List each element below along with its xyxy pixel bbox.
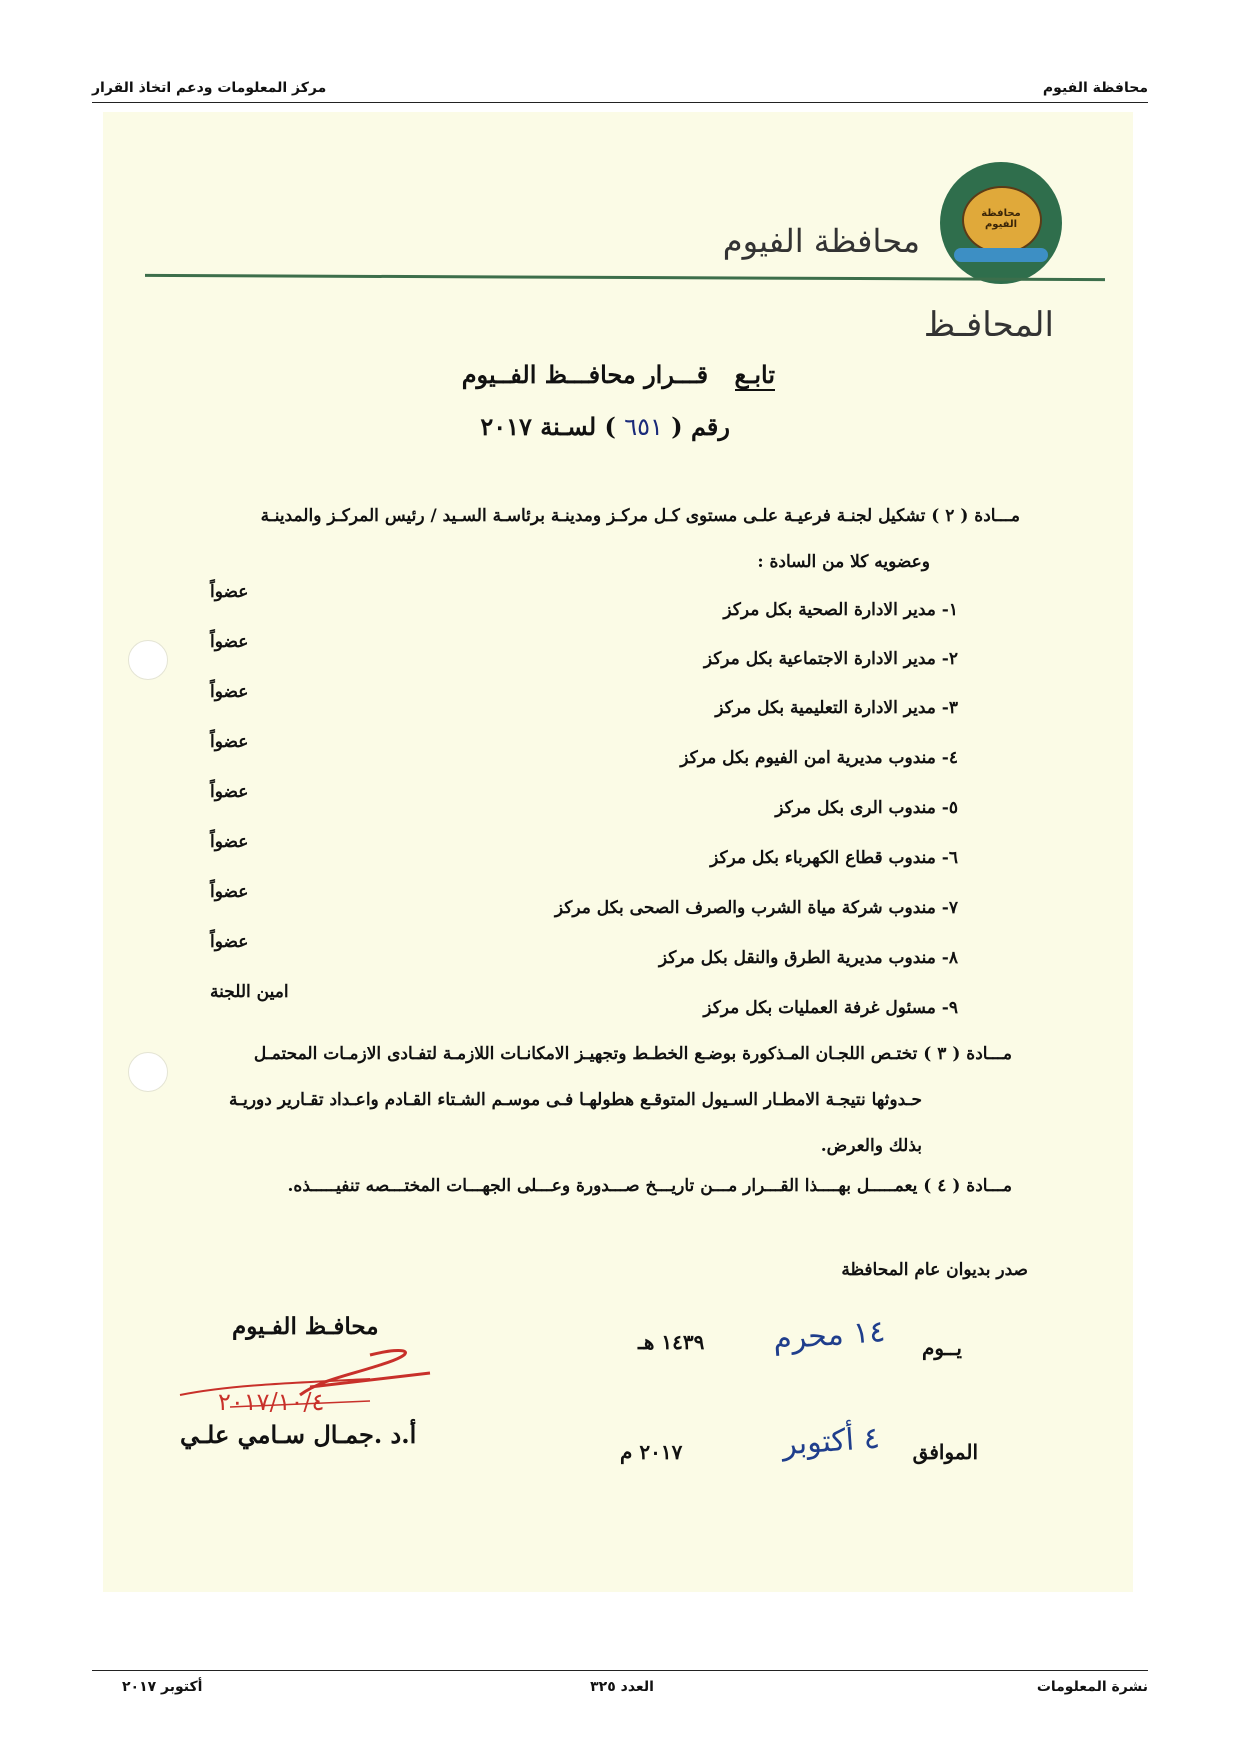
member-role-1: عضواً — [210, 582, 249, 602]
member-role-9: امين اللجنة — [210, 982, 289, 1002]
member-item-5: ٥- مندوب الرى بكل مركز — [775, 798, 958, 818]
governorate-seal-logo — [940, 162, 1062, 284]
member-role-3: عضواً — [210, 682, 249, 702]
hijri-year: ١٤٣٩ هـ — [638, 1330, 705, 1354]
member-item-4: ٤- مندوب مديرية امن الفيوم بكل مركز — [680, 748, 958, 768]
punch-hole-top — [128, 640, 168, 680]
member-item-9: ٩- مسئول غرفة العمليات بكل مركز — [703, 998, 958, 1018]
article-2-line-1: مـــادة ( ٢ ) تشكيل لجنـة فرعيـة علـى مستوى كـل مركـز ومدينـة برئاسـة السـيد / رئيس المركـز والمدينـة — [260, 506, 1020, 526]
decision-year-label: ) لسـنة ٢٠١٧ — [480, 412, 616, 441]
page-footer — [92, 1670, 1148, 1699]
member-role-6: عضواً — [210, 832, 249, 852]
member-item-7: ٧- مندوب شركة مياة الشرب والصرف الصحى بكل مركز — [554, 898, 958, 918]
hijri-date-handwritten: ١٤ محرم — [771, 1314, 887, 1357]
member-role-5: عضواً — [210, 782, 249, 802]
member-role-8: عضواً — [210, 932, 249, 952]
member-role-2: عضواً — [210, 632, 249, 652]
issued-at: صدر بديوان عام المحافظة — [841, 1260, 1028, 1280]
footer-date: أكتوبر ٢٠١٧ — [122, 1679, 203, 1695]
member-item-3: ٣- مدير الادارة التعليمية بكل مركز — [715, 698, 958, 718]
decision-number-label: رقم ( — [671, 412, 730, 441]
seal-text: محافظة الفيوم — [981, 208, 1021, 230]
member-item-6: ٦- مندوب قطاع الكهرباء بكل مركز — [710, 848, 958, 868]
equivalent-label: الموافق — [912, 1440, 978, 1464]
article-3-line-3: بذلك والعرض. — [820, 1136, 922, 1156]
letterhead-title: محافظة الفيوم — [722, 222, 920, 260]
header-center-name: مركز المعلومات ودعم اتخاذ القرار — [92, 80, 327, 96]
gregorian-date-handwritten: ٤ أكتوبر — [781, 1420, 882, 1463]
day-label: يــوم — [922, 1336, 962, 1360]
decision-prefix: تابـع — [734, 360, 775, 389]
signature-date-handwritten: ٢٠١٧/١٠/٤ — [218, 1388, 325, 1416]
page-header — [92, 78, 1148, 103]
office-title: المحافـظ — [923, 305, 1054, 345]
member-item-8: ٨- مندوب مديرية الطرق والنقل بكل مركز — [658, 948, 958, 968]
article-2-line-2: وعضويه كلا من السادة : — [757, 552, 930, 572]
member-role-4: عضواً — [210, 732, 249, 752]
gregorian-year: ٢٠١٧ م — [620, 1440, 683, 1464]
member-role-7: عضواً — [210, 882, 249, 902]
header-governorate: محافظة الفيوم — [1042, 80, 1148, 96]
signatory-name: أ.د .جمـال سـامي علـي — [180, 1420, 417, 1449]
decision-number: ٦٥١ — [624, 413, 663, 441]
article-3-line-1: مـــادة ( ٣ ) تختـص اللجـان المـذكورة بوضـع الخطـط وتجهيـز الامكانـات اللازمـة لتفـادى الازمـات المحتمـل — [253, 1044, 1012, 1064]
footer-issue-number: العدد ٣٢٥ — [590, 1679, 654, 1695]
member-item-1: ١- مدير الادارة الصحية بكل مركز — [723, 600, 958, 620]
member-item-2: ٢- مدير الادارة الاجتماعية بكل مركز — [703, 649, 958, 669]
decision-number-line — [480, 412, 730, 441]
article-4: مـــادة ( ٤ ) يعمـــــل بهــــذا القـــرار مـــن تاريـــخ صـــدورة وعـــلى الجهـــات المختـــصه تنفيـــــذه. — [287, 1176, 1012, 1196]
footer-bulletin-name: نشرة المعلومات — [1036, 1679, 1148, 1695]
article-3-line-2: حـدوثها نتيجـة الامطـار السـيول المتوقـع هطولهـا فـى موسـم الشـتاء القـادم واعـداد تقـارير دوريـة — [229, 1090, 922, 1110]
decision-title — [462, 360, 775, 389]
decision-heading: قـــرار محافـــظ الفــيوم — [461, 360, 709, 389]
punch-hole-bottom — [128, 1052, 168, 1092]
signatory-title: محافـظ الفـيوم — [232, 1313, 379, 1340]
